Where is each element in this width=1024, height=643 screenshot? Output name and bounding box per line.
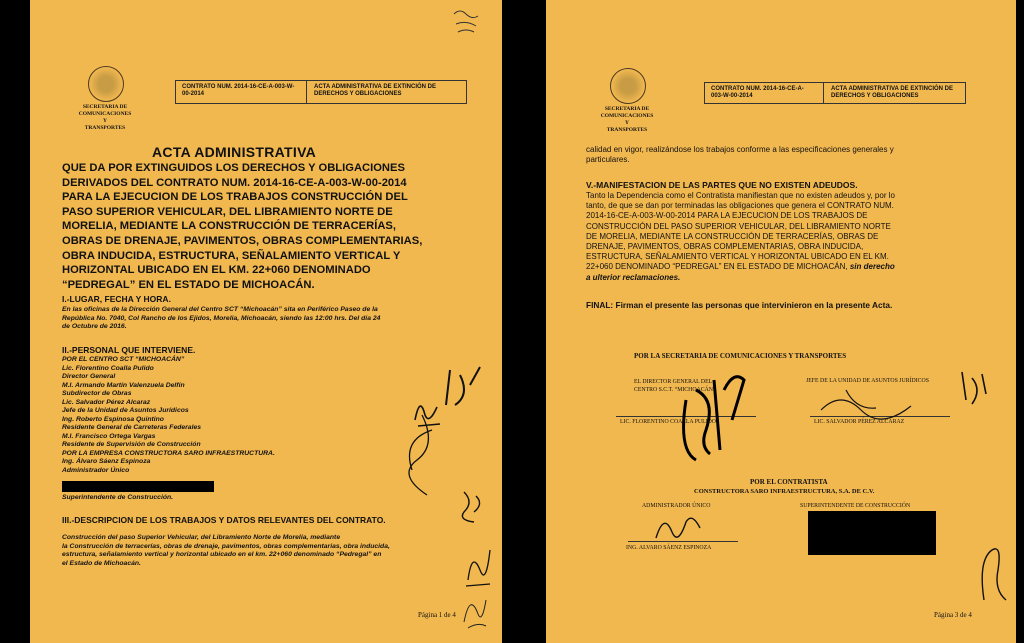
signature-icon xyxy=(970,530,1010,610)
contract-header-box xyxy=(175,80,467,104)
header-contract-number: CONTRATO NUM. 2014-16-CE-A-003-W-00-2014 xyxy=(711,86,804,99)
page-number: Página 3 de 4 xyxy=(934,611,972,619)
continued-text: calidad en vigor, realizándose los trabajos conforme a las especificaciones generales y particulares. xyxy=(586,145,894,165)
section-2-title: II.-PERSONAL QUE INTERVIENE. xyxy=(62,345,196,355)
signature-icon xyxy=(392,410,452,500)
government-seal-icon xyxy=(610,68,646,104)
section-5-title: V.-MANIFESTACION DE LAS PARTES QUE NO EXISTEN ADEUDOS. xyxy=(586,180,858,190)
section-1-body: En las oficinas de la Dirección General del Centro SCT “Michoacán” sita en Periférico Paseo de la República No. 7040, Col Rancho de los Ejidos, Morelia, Michoacán, siendo las 12:00 hrs. Del día 24 de Octubre de 2016. xyxy=(62,306,381,330)
signature-icon xyxy=(956,368,996,408)
section-3-body: Construcción del paso Superior Vehicular, del Libramiento Norte de Morelia, mediante la Construcción de terracerías, obras de drenaje, pavimentos, obras complementarias, obra inducida, estructura, señalamiento vertical y horizontal ubicado en el km. 22+060 denominado “Pedregal” en el Estado de Michoacán. xyxy=(62,534,390,567)
administrator-role: ADMINISTRADOR ÚNICO xyxy=(642,503,711,509)
director-role: EL DIRECTOR GENERAL DEL CENTRO S.C.T. “MICHOACÁN” xyxy=(634,379,716,393)
signature-icon xyxy=(666,360,756,470)
institution-name: SECRETARIA DE COMUNICACIONES Y TRANSPORTES xyxy=(600,106,654,133)
signature-icon xyxy=(650,508,710,544)
page-number: Página 1 de 4 xyxy=(418,611,456,619)
contract-header-box xyxy=(704,82,966,104)
document-page-3 xyxy=(546,0,1016,643)
section-2-personnel: POR EL CENTRO SCT “MICHOACÁN” Lic. Florentino Coalla Pulido Director General M.I. Armando Martín Valenzuela Delfín Subdirector de Obras Lic. Salvador Pérez Alcaraz Jefe de la Unidad de Asuntos Jurídicos Ing. Roberto Espinosa Quintino Residente General de Carreteras Federales M.I. Francisco Ortega Vargas Residente de Supervisión de Construcción POR LA EMPRESA CONSTRUCTORA SARO INFRAESTRUCTURA. Ing. Álvaro Sáenz Espinoza Administrador Único xyxy=(62,356,275,474)
section-1-title: I.-LUGAR, FECHA Y HORA. xyxy=(62,294,171,304)
document-heading: QUE DA POR EXTINGUIDOS LOS DERECHOS Y OBLIGACIONES DERIVADOS DEL CONTRATO NUM. 2014-16-CE-A-003-W-00-2014 PARA LA EJECUCION DE LOS TRABAJOS CONSTRUCCIÓN DEL PASO SUPERIOR VEHICULAR, DEL LIBRAMIENTO NORTE DE MORELIA, MEDIANTE LA CONSTRUCCIÓN DE TERRACERÍAS, OBRAS DE DRENAJE, PAVIMENTOS, OBRAS COMPLEMENTARIAS, OBRA INDUCIDA, ESTRUCTURA, SEÑALAMIENTO VERTICAL Y HORIZONTAL UBICADO EN EL KM. 22+060 DENOMINADO “PEDREGAL” EN EL ESTADO DE MICHOACÁN. xyxy=(62,162,423,291)
sct-signatures-heading: POR LA SECRETARIA DE COMUNICACIONES Y TRANSPORTES xyxy=(634,352,847,360)
section-3-title: III.-DESCRIPCION DE LOS TRABAJOS Y DATOS RELEVANTES DEL CONTRATO. xyxy=(62,515,386,525)
government-seal-icon xyxy=(88,66,124,102)
initials-mark-icon xyxy=(450,6,490,36)
contractor-company: CONSTRUCTORA SARO INFRAESTRUCTURA, S.A. DE C.V. xyxy=(694,488,875,495)
legal-chief-name: LIC. SALVADOR PÉREZ ALCARAZ xyxy=(814,419,905,425)
document-page-1 xyxy=(30,0,502,643)
legal-chief-role: JEFE DE LA UNIDAD DE ASUNTOS JURÍDICOS xyxy=(806,378,929,384)
contractor-heading: POR EL CONTRATISTA xyxy=(750,478,828,486)
page-title: ACTA ADMINISTRATIVA xyxy=(152,144,317,160)
section-5-body: Tanto la Dependencia como el Contratista manifiestan que no existen adeudos y, por lo tanto, de que se dan por terminadas las obligaciones que genera el CONTRATO NUM. 2014-16-CE-A-003-W-00-2014 PARA LA EJECUCION DE LOS TRABAJOS DE CONSTRUCCIÓN DEL PASO SUPERIOR VEHICULAR, DEL LIBRAMIENTO NORTE DE MORELIA, MEDIANTE LA CONSTRUCCIÓN DE TERRACERÍAS, OBRAS DE DRENAJE, PAVIMENTOS, OBRAS COMPLEMENTARIAS, OBRA INDUCIDA, ESTRUCTURA, SEÑALAMIENTO VERTICAL Y HORIZONTAL UBICADO EN EL KM. 22+060 DENOMINADO “PEDREGAL” EN EL ESTADO DE MICHOACÁN, sin derecho a ulterior reclamaciones. xyxy=(586,191,895,282)
signature-icon xyxy=(816,380,926,420)
header-contract-number: CONTRATO NUM. 2014-16-CE-A-003-W-00-2014 xyxy=(182,84,295,97)
redaction-bar xyxy=(62,481,214,492)
superintendent-role: SUPERINTENDENTE DE CONSTRUCCIÓN xyxy=(800,503,911,509)
superintendent-label: Superintendente de Construcción. xyxy=(62,494,174,501)
signature-icon xyxy=(454,486,494,526)
redaction-bar xyxy=(808,511,936,555)
header-document-type: ACTA ADMINISTRATIVA DE EXTINCIÓN DE DERECHOS Y OBLIGACIONES xyxy=(831,86,953,99)
header-document-type: ACTA ADMINISTRATIVA DE EXTINCIÓN DE DERECHOS Y OBLIGACIONES xyxy=(314,84,436,97)
administrator-name: ING. ALVARO SÁENZ ESPINOZA xyxy=(626,545,712,551)
final-statement: FINAL: Firman el presente las personas que intervinieron en la presente Acta. xyxy=(586,300,893,310)
institution-name: SECRETARIA DE COMUNICACIONES Y TRANSPORTES xyxy=(78,104,132,131)
signature-icon xyxy=(454,582,494,632)
director-name: LIC. FLORENTINO COALLA PULIDO xyxy=(620,419,716,425)
